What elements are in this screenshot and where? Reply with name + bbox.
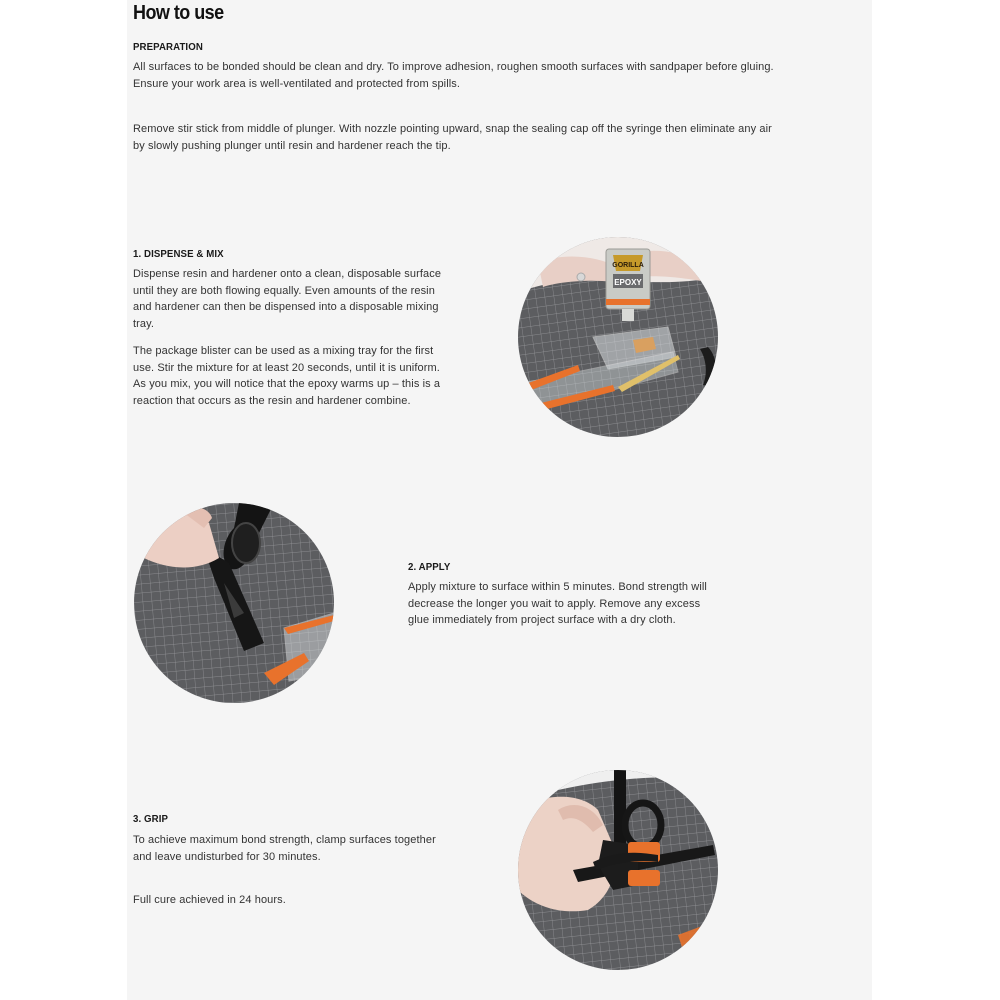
step-1-paragraph: The package blister can be used as a mixing tray for the first use. Stir the mixture for at least 20 seconds, until it is uniform. As you mix, you will notice that the epoxy warms up – this is a reaction that occurs as the resin and hardener combine.: [133, 345, 441, 407]
epoxy-syringe-photo: [518, 237, 718, 437]
step-3-paragraph: To achieve maximum bond strength, clamp surfaces together and leave undisturbed for 30 minutes.: [133, 834, 436, 863]
syringe-brand-label: GORILLA: [612, 262, 644, 269]
step-1-paragraph: Dispense resin and hardener onto a clean, disposable surface until they are both flowing equally. Even amounts of the resin and hardener can then be dispensed into a disposable mixing tray.: [133, 268, 442, 330]
preparation-paragraph: All surfaces to be bonded should be clean and dry. To improve adhesion, roughen smooth surfaces with sandpaper before gluing. Ensure your work area is well-ventilated and protected from spills.: [133, 61, 774, 90]
preparation-paragraph: Remove stir stick from middle of plunger. With nozzle pointing upward, snap the sealing cap off the syringe then eliminate any air by slowly pushing plunger until resin and hardener reach the tip.: [133, 123, 772, 152]
step-3-paragraph: Full cure achieved in 24 hours.: [133, 894, 286, 906]
applying-epoxy-image: [134, 503, 334, 703]
step-2-heading: 2. APPLY: [408, 561, 451, 573]
clamp-photo: [518, 770, 718, 970]
page-title: How to use: [133, 2, 224, 24]
step-3-heading: 3. GRIP: [133, 813, 169, 825]
step-1-heading: 1. DISPENSE & MIX: [133, 248, 224, 260]
preparation-heading: PREPARATION: [133, 41, 203, 53]
syringe-product-label: EPOXY: [614, 278, 642, 287]
applying-epoxy-photo: [134, 503, 334, 703]
clamp-image: [518, 770, 718, 970]
step-2-paragraph: Apply mixture to surface within 5 minutes. Bond strength will decrease the longer you wait to apply. Remove any excess glue immediately from project surface with a dry cloth.: [408, 581, 707, 626]
epoxy-syringe-image: [518, 237, 718, 437]
